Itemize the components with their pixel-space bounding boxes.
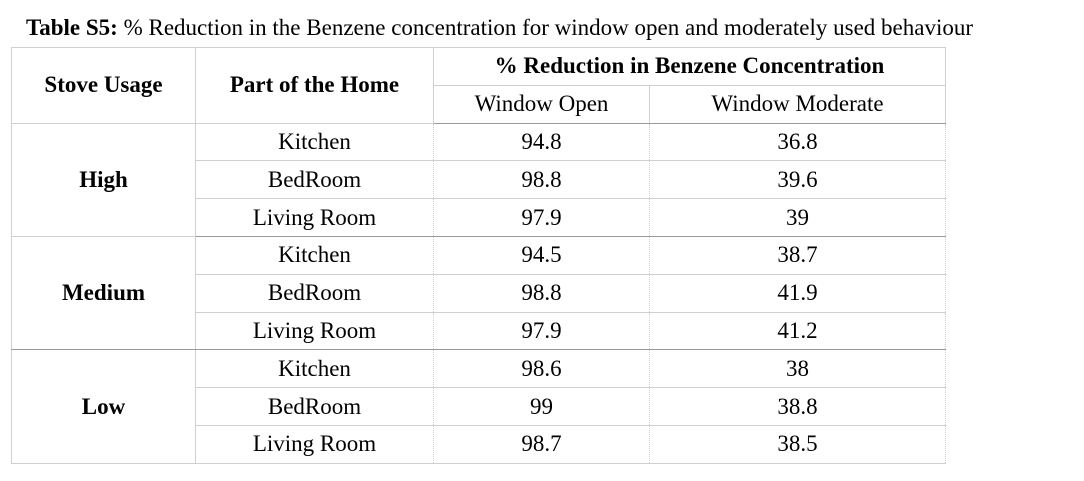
window-open-cell: 94.8 [434,123,650,161]
part-cell: Living Room [196,199,434,237]
window-open-cell: 94.5 [434,236,650,274]
window-moderate-cell: 38 [650,350,946,388]
window-moderate-cell: 38.8 [650,388,946,426]
caption-text: % Reduction in the Benzene concentration for window open and moderately used behaviour [117,15,974,40]
window-open-cell: 98.8 [434,161,650,199]
benzene-reduction-table [11,47,946,464]
part-cell: BedRoom [196,161,434,199]
part-cell: Kitchen [196,350,434,388]
table-row [12,236,946,274]
header-window-moderate: Window Moderate [650,85,946,123]
part-cell: Living Room [196,425,434,463]
stove-usage-cell: High [12,123,196,236]
window-open-cell: 98.8 [434,274,650,312]
window-moderate-cell: 41.9 [650,274,946,312]
window-moderate-cell: 39.6 [650,161,946,199]
window-moderate-cell: 38.5 [650,425,946,463]
window-moderate-cell: 41.2 [650,312,946,350]
window-moderate-cell: 36.8 [650,123,946,161]
caption-label: Table S5: [26,15,118,40]
window-open-cell: 98.6 [434,350,650,388]
part-cell: Kitchen [196,123,434,161]
window-moderate-cell: 39 [650,199,946,237]
table-caption [26,14,973,42]
window-moderate-cell: 38.7 [650,236,946,274]
part-cell: BedRoom [196,274,434,312]
window-open-cell: 98.7 [434,425,650,463]
header-reduction-group: % Reduction in Benzene Concentration [434,48,946,86]
header-part-of-home: Part of the Home [196,48,434,124]
window-open-cell: 97.9 [434,199,650,237]
part-cell: BedRoom [196,388,434,426]
part-cell: Living Room [196,312,434,350]
header-stove-usage: Stove Usage [12,48,196,124]
table-row [12,123,946,161]
header-window-open: Window Open [434,85,650,123]
stove-usage-cell: Low [12,350,196,463]
part-cell: Kitchen [196,236,434,274]
window-open-cell: 99 [434,388,650,426]
table-row [12,350,946,388]
stove-usage-cell: Medium [12,236,196,349]
window-open-cell: 97.9 [434,312,650,350]
